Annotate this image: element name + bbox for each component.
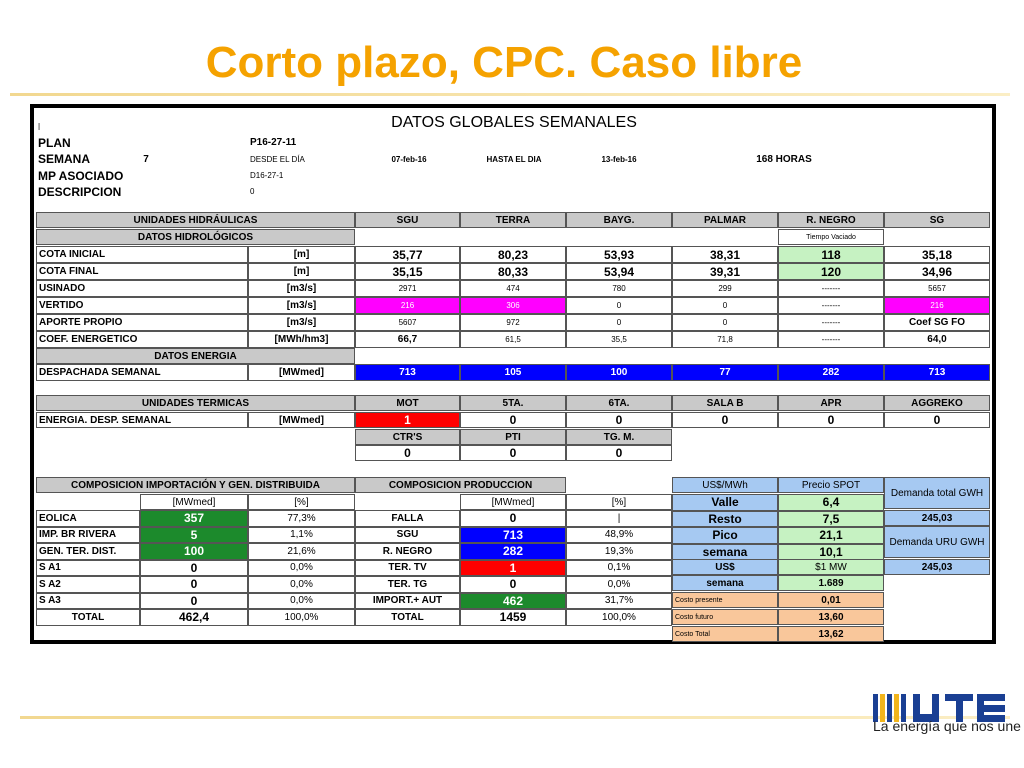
thermal-col2-header: TG. M. [566, 429, 672, 445]
prod-row-label: FALLA [355, 510, 460, 527]
costo-presente-value: 0,01 [778, 592, 884, 608]
import-row-pct: 100,0% [248, 609, 355, 626]
hydro-row-label: COEF. ENERGETICO [36, 331, 248, 348]
prod-row-label: SGU [355, 527, 460, 544]
hydro-value-cell: 64,0 [884, 331, 990, 348]
prod-title: COMPOSICION PRODUCCION [355, 477, 566, 493]
energia-title: DATOS ENERGIA [36, 348, 355, 364]
semana2-value: 1.689 [778, 575, 884, 591]
data-sheet [30, 104, 996, 644]
desc-value: 0 [250, 187, 255, 196]
prod-row-pct: 100,0% [566, 609, 672, 626]
sheet-title: DATOS GLOBALES SEMANALES [391, 114, 637, 131]
hydro-value-cell: 66,7 [355, 331, 460, 348]
thermal-value: 0 [672, 412, 778, 428]
prod-row-label: IMPORT.+ AUT [355, 593, 460, 610]
thermal-value: 0 [566, 412, 672, 428]
prod-row-pct: 0,0% [566, 576, 672, 593]
hydro-value-cell: 972 [460, 314, 566, 331]
thermal-title: UNIDADES TERMICAS [36, 395, 355, 411]
precio-spot-label: Precio SPOT [778, 477, 884, 493]
thermal-col-header: APR [778, 395, 884, 411]
import-row-label: IMP. BR RIVERA [36, 527, 140, 544]
semana2-label: semana [672, 575, 778, 591]
usd-mwh-label: US$/MWh [672, 477, 778, 493]
import-unit-pct: [%] [248, 494, 355, 510]
hydro-value-cell: 35,18 [884, 246, 990, 263]
thermal-value: 0 [778, 412, 884, 428]
import-row-mw: 5 [140, 527, 248, 544]
usd-label: US$ [672, 559, 778, 575]
despachada-value: 77 [672, 364, 778, 381]
hydro-value-cell: 39,31 [672, 263, 778, 280]
hydro-row-label: VERTIDO [36, 297, 248, 314]
prod-row-mw: 462 [460, 593, 566, 610]
logo-tagline: La energía que nos une [873, 718, 1021, 734]
despachada-value: 100 [566, 364, 672, 381]
prod-row-label: TER. TV [355, 560, 460, 577]
hydro-col-header: BAYG. [566, 212, 672, 228]
costo-presente-label: Costo presente [672, 592, 778, 608]
prod-row-mw: 0 [460, 510, 566, 527]
thermal-col-header: SALA B [672, 395, 778, 411]
thermal-col-header: AGGREKO [884, 395, 990, 411]
hydro-value-cell: 120 [778, 263, 884, 280]
import-row-mw: 0 [140, 593, 248, 610]
hydro-col-header: TERRA [460, 212, 566, 228]
thermal-value: 1 [355, 412, 460, 428]
thermal-row-unit: [MWmed] [248, 412, 355, 428]
mp-value: D16-27-1 [250, 171, 284, 180]
prod-row-pct: 0,1% [566, 560, 672, 577]
desc-label: DESCRIPCION [38, 184, 122, 199]
import-row-mw: 0 [140, 576, 248, 593]
import-row-mw: 462,4 [140, 609, 248, 626]
prod-row-mw: 0 [460, 576, 566, 593]
desde-label: DESDE EL DÍA [250, 154, 305, 164]
cell-marker: | [38, 122, 41, 130]
demanda-uru-value: 245,03 [884, 559, 990, 575]
thermal-col-header: MOT [355, 395, 460, 411]
prod-unit-pct: [%] [566, 494, 672, 510]
hydro-value-cell: 35,77 [355, 246, 460, 263]
prod-row-label: TER. TG [355, 576, 460, 593]
hydro-row-unit: [m3/s] [248, 280, 355, 297]
price-row-value: 6,4 [778, 494, 884, 511]
import-row-pct: 0,0% [248, 593, 355, 610]
hydro-value-cell: 118 [778, 246, 884, 263]
hydro-value-cell: ------- [778, 280, 884, 297]
tiempo-vaciado-label: Tiempo Vaciado [778, 229, 884, 245]
despachada-unit: [MWmed] [248, 364, 355, 381]
hydro-value-cell: 53,94 [566, 263, 672, 280]
despachada-value: 713 [355, 364, 460, 381]
hydro-value-cell: 0 [672, 297, 778, 314]
bottom-divider [20, 716, 1010, 719]
hydro-value-cell: 2971 [355, 280, 460, 297]
prod-row-pct: 19,3% [566, 543, 672, 560]
prod-row-pct: 31,7% [566, 593, 672, 610]
hydro-value-cell: 216 [884, 297, 990, 314]
thermal-row-label: ENERGIA. DESP. SEMANAL [36, 412, 248, 428]
import-row-mw: 357 [140, 510, 248, 527]
usd-value: $1 MW [778, 559, 884, 575]
hydro-value-cell: 306 [460, 297, 566, 314]
costo-futuro-value: 13,60 [778, 609, 884, 625]
hasta-value: 13-feb-16 [601, 154, 637, 164]
prod-row-mw: 1459 [460, 609, 566, 626]
import-row-pct: 1,1% [248, 527, 355, 544]
demanda-total-label: Demanda total GWH [884, 477, 990, 509]
hydro-row-label: COTA INICIAL [36, 246, 248, 263]
hydro-value-cell: 299 [672, 280, 778, 297]
thermal-col-header: 5TA. [460, 395, 566, 411]
prod-row-mw: 282 [460, 543, 566, 560]
hydro-row-label: COTA FINAL [36, 263, 248, 280]
despachada-label: DESPACHADA SEMANAL [36, 364, 248, 381]
hydro-col-header: SG [884, 212, 990, 228]
thermal-value: 0 [884, 412, 990, 428]
hydro-value-cell: 0 [566, 297, 672, 314]
hydro-value-cell: 5657 [884, 280, 990, 297]
desde-value: 07-feb-16 [391, 154, 427, 164]
hydro-value-cell: ------- [778, 297, 884, 314]
price-row-label: semana [672, 544, 778, 561]
demanda-uru-label: Demanda URU GWH [884, 526, 990, 558]
prod-row-mw: 713 [460, 527, 566, 544]
hydro-value-cell: 780 [566, 280, 672, 297]
hydro-col-header: SGU [355, 212, 460, 228]
prod-unit-mw: [MWmed] [460, 494, 566, 510]
prod-row-pct: | [566, 510, 672, 527]
thermal-col2-header: PTI [460, 429, 566, 445]
import-row-label: S A2 [36, 576, 140, 593]
top-divider [10, 93, 1010, 96]
semana-label: SEMANA [38, 152, 91, 166]
import-row-label: EOLICA [36, 510, 140, 527]
hydro-value-cell: 38,31 [672, 246, 778, 263]
plan-label: PLAN [38, 135, 71, 150]
import-row-label: GEN. TER. DIST. [36, 543, 140, 560]
prod-row-label: TOTAL [355, 609, 460, 626]
despachada-value: 713 [884, 364, 990, 381]
import-row-mw: 0 [140, 560, 248, 577]
hydro-title: UNIDADES HIDRÁULICAS [36, 212, 355, 228]
hydro-row-unit: [m] [248, 263, 355, 280]
hydro-value-cell: 34,96 [884, 263, 990, 280]
hydro-value-cell: 5607 [355, 314, 460, 331]
import-row-mw: 100 [140, 543, 248, 560]
import-row-pct: 21,6% [248, 543, 355, 560]
price-row-label: Valle [672, 494, 778, 511]
hydro-subtitle: DATOS HIDROLÓGICOS [36, 229, 355, 245]
hydro-value-cell: 35,15 [355, 263, 460, 280]
import-row-label: S A1 [36, 560, 140, 577]
hydro-row-unit: [m3/s] [248, 297, 355, 314]
mp-label: MP ASOCIADO [38, 168, 124, 183]
price-row-value: 10,1 [778, 544, 884, 561]
prod-row-pct: 48,9% [566, 527, 672, 544]
thermal-value: 0 [460, 412, 566, 428]
import-row-pct: 77,3% [248, 510, 355, 527]
horas-value: 168 HORAS [756, 153, 812, 165]
hydro-value-cell: 61,5 [460, 331, 566, 348]
thermal-value2: 0 [566, 445, 672, 461]
hydro-row-label: USINADO [36, 280, 248, 297]
hydro-value-cell: 71,8 [672, 331, 778, 348]
hydro-value-cell: 80,33 [460, 263, 566, 280]
hydro-value-cell: 0 [672, 314, 778, 331]
thermal-col-header: 6TA. [566, 395, 672, 411]
hydro-value-cell: ------- [778, 331, 884, 348]
price-row-label: Resto [672, 511, 778, 528]
costo-total-label: Costo Total [672, 626, 778, 642]
hydro-value-cell: Coef SG FO [884, 314, 990, 331]
thermal-value2: 0 [355, 445, 460, 461]
hydro-row-unit: [MWh/hm3] [248, 331, 355, 348]
import-row-pct: 0,0% [248, 560, 355, 577]
import-row-label: S A3 [36, 593, 140, 610]
costo-total-value: 13,62 [778, 626, 884, 642]
thermal-col2-header: CTR'S [355, 429, 460, 445]
price-row-value: 21,1 [778, 527, 884, 544]
despachada-value: 282 [778, 364, 884, 381]
despachada-value: 105 [460, 364, 566, 381]
hydro-value-cell: 53,93 [566, 246, 672, 263]
thermal-value2: 0 [460, 445, 566, 461]
hydro-value-cell: ------- [778, 314, 884, 331]
hydro-col-header: R. NEGRO [778, 212, 884, 228]
prod-row-label: R. NEGRO [355, 543, 460, 560]
hasta-label: HASTA EL DIA [486, 154, 542, 164]
import-title: COMPOSICION IMPORTACIÓN Y GEN. DISTRIBUIDA [36, 477, 355, 493]
hydro-value-cell: 80,23 [460, 246, 566, 263]
hydro-value-cell: 0 [566, 314, 672, 331]
hydro-value-cell: 35,5 [566, 331, 672, 348]
plan-value: P16-27-11 [250, 137, 297, 148]
price-row-label: Pico [672, 527, 778, 544]
hydro-row-unit: [m3/s] [248, 314, 355, 331]
import-row-pct: 0,0% [248, 576, 355, 593]
hydro-value-cell: 474 [460, 280, 566, 297]
semana-value: 7 [143, 153, 149, 165]
import-unit-mw: [MWmed] [140, 494, 248, 510]
sheet-grid [34, 108, 992, 640]
demanda-total-value: 245,03 [884, 510, 990, 526]
prod-row-mw: 1 [460, 560, 566, 577]
costo-futuro-label: Costo futuro [672, 609, 778, 625]
hydro-col-header: PALMAR [672, 212, 778, 228]
hydro-value-cell: 216 [355, 297, 460, 314]
import-row-label: TOTAL [36, 609, 140, 626]
hydro-row-unit: [m] [248, 246, 355, 263]
slide-title: Corto plazo, CPC. Caso libre [205, 38, 803, 87]
hydro-row-label: APORTE PROPIO [36, 314, 248, 331]
price-row-value: 7,5 [778, 511, 884, 528]
